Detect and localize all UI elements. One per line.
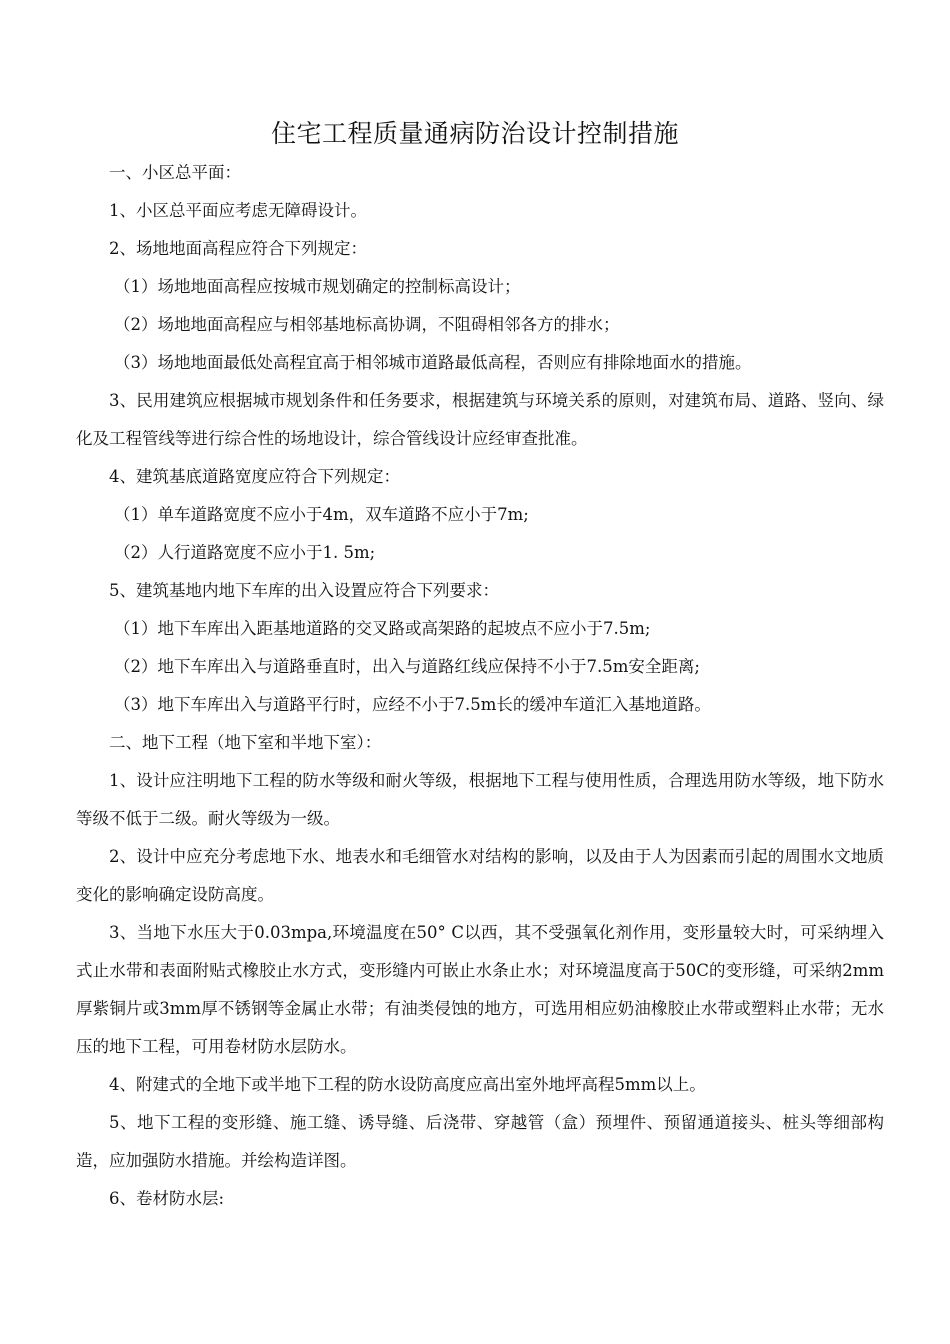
section-heading: 二、地下工程（地下室和半地下室）： [109,733,382,752]
paragraph: 2、场地地面高程应符合下列规定： [109,239,367,258]
paragraph: 2、设计中应充分考虑地下水、地表水和毛细管水对结构的影响，以及由于人为因素而引起的周围水文地质变化的影响确定设防高度。 [76,847,884,904]
sub-item: （1）场地地面高程应按城市规划确定的控制标高设计； [114,277,521,296]
sub-item: （1）单车道路宽度不应小于4m，双车道路不应小于7m; [114,505,529,524]
page-title: 住宅工程质量通病防治设计控制措施 [270,119,679,148]
paragraph: 4、建筑基底道路宽度应符合下列规定： [109,467,400,486]
paragraph: 3、民用建筑应根据城市规划条件和任务要求，根据建筑与环境关系的原则，对建筑布局、道路、竖向、绿化及工程管线等进行综合性的场地设计，综合管线设计应经审查批准。 [76,391,884,448]
paragraph: 1、小区总平面应考虑无障碍设计。 [109,201,367,220]
paragraph: 5、地下工程的变形缝、施工缝、诱导缝、后浇带、穿越管（盒）预埋件、预留通道接头、桩头等细部构造，应加强防水措施。并绘构造详图。 [76,1113,884,1170]
paragraph: 5、建筑基地内地下车库的出入设置应符合下列要求： [109,581,499,600]
sub-item: （3）场地地面最低处高程宜高于相邻城市道路最低高程，否则应有排除地面水的措施。 [114,353,752,372]
document-body [76,154,884,1218]
sub-item: （2）场地地面高程应与相邻基地标高协调，不阻碍相邻各方的排水； [114,315,620,334]
sub-item: （2）人行道路宽度不应小于1. 5m; [114,543,376,562]
paragraph: 6、卷材防水层: [109,1189,225,1208]
section-heading: 一、小区总平面： [109,163,241,182]
paragraph: 4、附建式的全地下或半地下工程的防水设防高度应高出室外地坪高程5mm以上。 [109,1075,706,1094]
paragraph: 3、当地下水压大于0.03mpa,环境温度在50° C以西，其不受强氧化剂作用，变形量较大时，可采纳埋入式止水带和表面附贴式橡胶止水方式，变形缝内可嵌止水条止水；对环境温度高于50C的变形缝，可采纳2mm厚紫铜片或3mm厚不锈钢等金属止水带；有油类侵蚀的地方，可选用相应奶油橡胶止水带或塑料止水带；无水压的地下工程，可用卷材防水层防水。 [76,923,884,1056]
sub-item: （3）地下车库出入与道路平行时，应经不小于7.5m长的缓冲车道汇入基地道路。 [114,695,711,714]
sub-item: （2）地下车库出入与道路垂直时，出入与道路红线应保持不小于7.5m安全距离; [114,657,700,676]
paragraph: 1、设计应注明地下工程的防水等级和耐火等级，根据地下工程与使用性质，合理选用防水等级，地下防水等级不低于二级。耐火等级为一级。 [76,771,884,828]
sub-item: （1）地下车库出入距基地道路的交叉路或高架路的起坡点不应小于7.5m; [114,619,651,638]
